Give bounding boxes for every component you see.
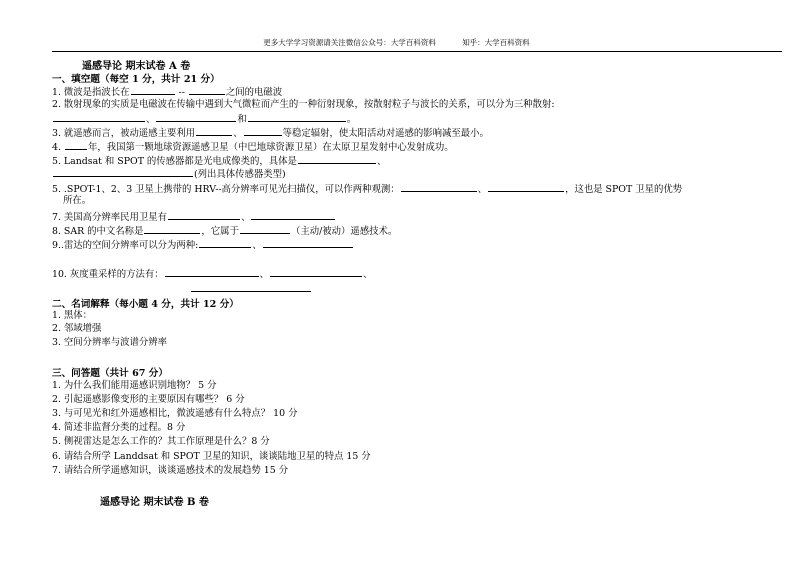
section2-heading: 二、名词解释（每小题 4 分，共计 12 分）: [52, 299, 239, 310]
question-8: 8. SAR 的中文名称是 ，它属于 （主动/被动）遥感技术。: [52, 226, 398, 237]
question-10-continued: [190, 282, 312, 296]
answer-blank[interactable]: [244, 126, 282, 136]
header-zhihu: 知乎：大学百科资料: [462, 38, 530, 47]
answer-blank[interactable]: [251, 210, 335, 220]
page-header: [0, 37, 793, 48]
question-9: 9..雷达的空间分辨率可以分为两种: 、: [52, 238, 354, 252]
question-10: 10. 灰度重采样的方法有： 、 、: [52, 269, 373, 280]
answer-blank[interactable]: [240, 224, 290, 234]
qa-item: 4. 简述非监督分类的过程。8 分: [52, 422, 186, 433]
answer-blank[interactable]: [401, 182, 477, 192]
section1-heading: 一、填空题（每空 1 分，共计 21 分）: [52, 74, 220, 85]
answer-blank[interactable]: [53, 112, 145, 122]
question-3: 3. 就遥感而言，被动遥感主要利用 、 等稳定辐射，使太阳活动对遥感的影响减至最小。: [52, 128, 489, 139]
answer-blank[interactable]: [165, 267, 259, 277]
answer-blank[interactable]: [156, 112, 236, 122]
answer-blank[interactable]: [53, 167, 193, 177]
question-2: 2. 散射现象的实质是电磁波在传输中遇到大气微粒而产生的一种衍射现象，按散射粒子与波长的关系，可以分为三种散射:: [52, 99, 555, 110]
term-item: 1. 黑体：: [52, 310, 93, 321]
qa-item: 5. 侧视雷达是怎么工作的？其工作原理是什么？8 分: [52, 436, 270, 447]
answer-blank[interactable]: [488, 182, 564, 192]
answer-blank[interactable]: [189, 85, 225, 95]
question-4: 4. 年，我国第一颗地球资源遥感卫星（中巴地球资源卫星）在太原卫星发射中心发射成功。: [52, 142, 454, 153]
answer-blank[interactable]: [131, 85, 175, 95]
question-5-continued: (列出具体传感器类型): [52, 167, 286, 181]
answer-blank[interactable]: [191, 282, 311, 292]
question-2-blanks: 、 和 。: [52, 112, 356, 126]
answer-blank[interactable]: [270, 267, 362, 277]
question-5: 5. Landsat 和 SPOT 的传感器都是光电成像类的，具体是 、: [52, 156, 387, 167]
exam-b-title: 遥感导论 期末试卷 B 卷: [100, 497, 209, 508]
exam-a-title: 遥感导论 期末试卷 A 卷: [82, 61, 191, 72]
header-rule: [52, 51, 782, 52]
qa-item: 2. 引起遥感影像变形的主要原因有哪些？ 6 分: [52, 394, 245, 405]
question-6: 5. .SPOT-1、2、3 卫星上携带的 HRV--高分辨率可见光扫描仪，可以作两种观测： 、 ，这也是 SPOT 卫星的优势: [52, 184, 683, 195]
answer-blank[interactable]: [196, 126, 232, 136]
header-notice: 更多大学学习资源请关注微信公众号：大学百科资料: [263, 38, 436, 47]
term-item: 3. 空间分辨率与波谱分辨率: [52, 337, 168, 348]
answer-blank[interactable]: [199, 238, 251, 248]
question-1: 1. 微波是指波长在 -- 之间的电磁波: [52, 87, 283, 98]
answer-blank[interactable]: [298, 154, 376, 164]
answer-blank[interactable]: [263, 238, 353, 248]
answer-blank[interactable]: [248, 112, 346, 122]
qa-item: 3. 与可见光和红外遥感相比，微波遥感有什么特点？ 10 分: [52, 408, 298, 419]
answer-blank[interactable]: [168, 210, 240, 220]
qa-item: 7. 请结合所学遥感知识，谈谈遥感技术的发展趋势 15 分: [52, 465, 289, 476]
question-7: 7. 美国高分辨率民用卫星有 、: [52, 210, 336, 224]
term-item: 2. 邻域增强: [52, 323, 102, 334]
qa-item: 1. 为什么我们能用遥感识别地物？ 5 分: [52, 380, 217, 391]
answer-blank[interactable]: [65, 140, 87, 150]
qa-item: 6. 请结合所学 Landdsat 和 SPOT 卫星的知识，谈谈陆地卫星的特点 15 分: [52, 451, 371, 462]
section3-heading: 三、问答题（共计 67 分）: [52, 368, 168, 379]
answer-blank[interactable]: [144, 224, 200, 234]
question-6-continued: 所在。: [63, 195, 92, 206]
